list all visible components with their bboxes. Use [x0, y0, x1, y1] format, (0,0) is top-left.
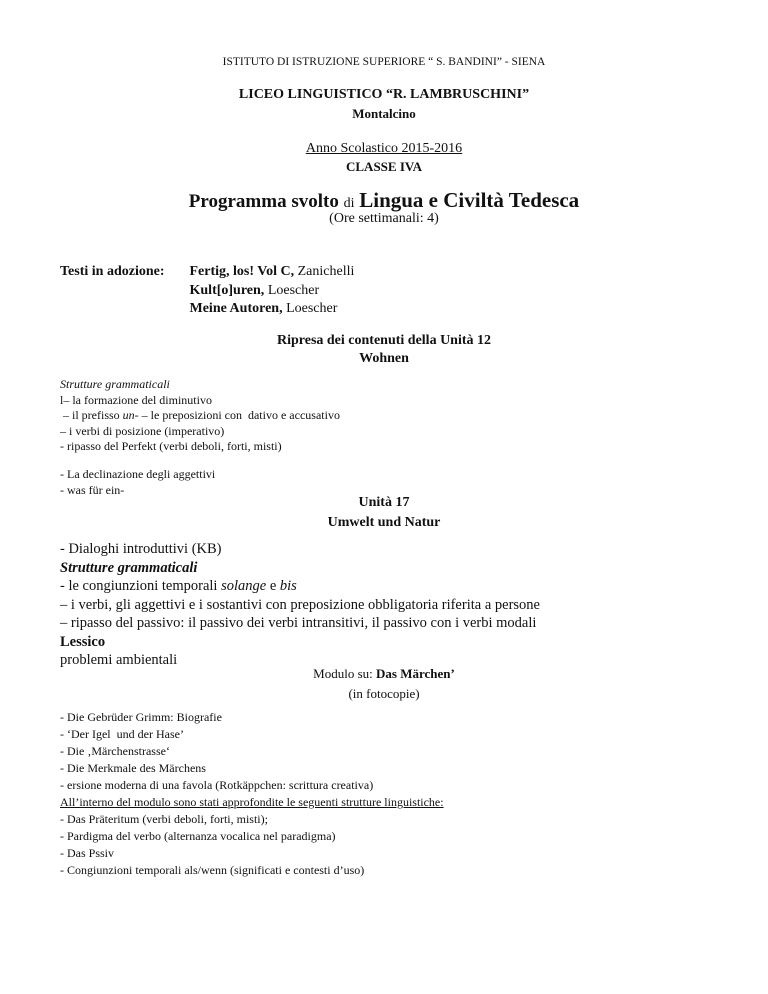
- textbook-row: [60, 300, 354, 319]
- list-item: - Die ‚Märchenstrasse‘: [60, 744, 170, 758]
- module-note: (in fotocopie): [348, 686, 420, 701]
- list-item: – ripasso del passivo: il passivo dei verbi intransitivi, il passivo con i verbi modali: [60, 615, 537, 631]
- list-item: - ripasso del Perfekt (verbi deboli, forti, misti): [60, 439, 282, 453]
- list-item-rest: – le preposizioni con dativo e accusativo: [138, 408, 340, 422]
- unit-17-content: [60, 540, 540, 670]
- list-item-text: – il prefisso: [60, 408, 123, 422]
- list-item: [60, 408, 340, 424]
- textbook-title: Kult[o]uren,: [189, 282, 265, 298]
- unit-17-heading: [0, 493, 768, 533]
- program-title: [0, 188, 768, 213]
- module-title: Das Märchen’: [376, 666, 455, 681]
- list-item: - Dialoghi introduttivi (KB): [60, 541, 222, 557]
- module-heading: [0, 664, 768, 704]
- grammar-section-1: [60, 377, 340, 455]
- list-item: - Die Merkmale des Märchens: [60, 761, 206, 775]
- list-item: – i verbi, gli aggettivi e i sostantivi con preposizione obbligatoria riferita a persone: [60, 596, 540, 613]
- textbook-row: [60, 263, 354, 282]
- conjunction-word: bis: [279, 578, 297, 594]
- list-item-text: - le congiunzioni temporali: [60, 578, 222, 594]
- list-item: problemi ambientali: [60, 652, 178, 668]
- conjunction-word: solange: [221, 578, 267, 594]
- list-item: - Das Pssiv: [60, 846, 115, 860]
- list-item: - ersione moderna di una favola (Rotkäppchen: scrittura creativa): [60, 778, 374, 792]
- school-year: [0, 141, 768, 157]
- list-item: - Pardigma del verbo (alternanza vocalica nel paradigma): [60, 829, 336, 843]
- list-item: - Das Präteritum (verbi deboli, forti, misti);: [60, 812, 268, 826]
- list-item-text: e: [266, 578, 280, 594]
- textbook-publisher: Zanichelli: [297, 264, 355, 279]
- textbook-publisher: Loescher: [286, 301, 338, 316]
- textbook-publisher: Loescher: [267, 282, 320, 298]
- list-item: – i verbi di posizione (imperativo): [60, 423, 225, 438]
- textbook-title: Meine Autoren,: [189, 301, 283, 316]
- school-year-text: Anno Scolastico 2015-2016: [305, 141, 463, 156]
- weekly-hours: (Ore settimanali: 4): [329, 211, 439, 226]
- textbook-title: Fertig, los! Vol C,: [189, 264, 295, 279]
- list-item: - ‘Der Igel und der Hase’: [60, 727, 184, 741]
- program-di: di: [343, 196, 355, 211]
- program-subject: Lingua e Civiltà Tedesca: [359, 188, 580, 212]
- city-heading: Montalcino: [352, 106, 416, 121]
- lexicon-heading: Lessico: [60, 633, 106, 650]
- module-content: [60, 709, 444, 879]
- grammar-heading: Strutture grammaticali: [60, 559, 198, 576]
- class-heading: CLASSE IVA: [346, 159, 422, 174]
- institute-heading: ISTITUTO DI ISTRUZIONE SUPERIORE “ S. BANDINI” - SIENA: [222, 56, 546, 68]
- list-item: - Die Gebrüder Grimm: Biografie: [60, 710, 222, 724]
- grammar-heading: Strutture grammaticali: [60, 377, 170, 391]
- unit-title: Unità 17: [358, 495, 410, 510]
- unit-subtitle: Umwelt und Natur: [327, 515, 441, 530]
- module-prefix: Modulo su:: [313, 666, 376, 681]
- program-prefix: Programma svolto: [188, 191, 339, 212]
- review-subtitle: Wohnen: [359, 351, 409, 366]
- module-title-line: [0, 664, 768, 684]
- list-item: l– la formazione del diminutivo: [60, 392, 212, 407]
- prefix-word: un-: [122, 408, 139, 422]
- liceo-heading: LICEO LINGUISTICO “R. LAMBRUSCHINI”: [238, 87, 530, 102]
- list-item: - La declinazione degli aggettivi: [60, 467, 216, 481]
- structures-heading: All’interno del modulo sono stati approfondite le seguenti strutture linguistiche:: [60, 795, 444, 809]
- list-item: [60, 577, 540, 596]
- textbooks-label: Testi in adozione:: [60, 264, 165, 279]
- review-title: Ripresa dei contenuti della Unità 12: [276, 333, 492, 348]
- textbook-row: [60, 282, 354, 301]
- review-section-heading: [0, 332, 768, 368]
- list-item: - Congiunzioni temporali als/wenn (significati e contesti d’uso): [60, 863, 365, 877]
- list-item: - was für ein-: [60, 482, 125, 497]
- textbooks-block: [60, 263, 354, 319]
